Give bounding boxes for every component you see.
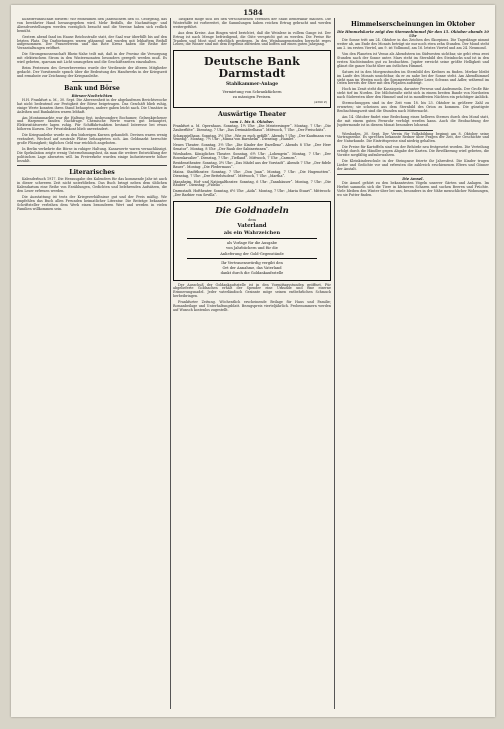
column-rule-left bbox=[170, 18, 171, 709]
gold-ad-word: Vaterland bbox=[237, 223, 267, 230]
ad-subtitle: Stahlkammer-Anlage bbox=[226, 82, 278, 88]
article-paragraph: Der Ausschuß der Goldankaufsstelle ist in den Vormittagsstunden geöffnet. Für abgelieferte Goldsachen erhält der Spender eine Urkunde und eine eiserne Erinnerungsnadel. Jeder vaterländisch Gesinnte möge seinen entbehrlichen Schmuck herbeibringen. bbox=[173, 282, 331, 299]
article-paragraph: Sternschnuppen sind in der Zeit vom 18. bis 23. Oktober in größerer Zahl zu erwarten; sie scheinen aus dem Sternbild des Orion zu kommen. Die günstigste Beobachtungszeit sind die Stunden nach Mitternacht. bbox=[337, 101, 489, 113]
gold-ad-line: dem bbox=[248, 218, 256, 223]
page-number: 1584 bbox=[243, 8, 263, 17]
gold-ad-line: als Vorlage für die Ausgabe bbox=[226, 241, 278, 246]
section-subheading-sky: Die Himmelskarte zeigt den Sternenhimmel für den 15. Oktober abends 10 Uhr bbox=[337, 30, 489, 39]
theater-listing: Darmstadt. Hoftheater. Sonntag, 6½ Uhr: „Aida“. Montag, 7 Uhr: „Maria Stuart“. Mittwoch: „Der Barbier von Sevilla“. bbox=[173, 188, 331, 197]
theater-listing: Mainz. Stadttheater. Sonntag, 7 Uhr: „Don Juan“. Montag, 7 Uhr: „Die Hugenotten“. Dienstag, 7 Uhr: „Der Bettelstudent“. Mittwoch, 7 Uhr: „Martha“. bbox=[173, 170, 331, 179]
article-paragraph: Am 14. Oktober findet eine Bedeckung eines helleren Sternes durch den Mond statt, die mit einem guten Fernrohr verfolgt werden kann. Auch die Beobachtung der Jupitermonde ist in diesem Monat besonders lohnend. bbox=[337, 114, 489, 127]
advertisement-deutsche-bank bbox=[173, 50, 331, 108]
article-paragraph: Die Kleinkinderschule in der Steingasse feierte ihr Jahresfest. Die Kinder trugen Lieder und Gedichte vor und erfreuten die zahlreich erschienenen Eltern und Gönner der Anstalt. bbox=[337, 158, 489, 171]
section-subheading-amsel: Die Amsel. bbox=[402, 176, 424, 181]
theater-listing: Residenztheater. Sonntag, 3½ Uhr: „Das Mädel aus der Vorstadt“. Abends 7 Uhr: „Der fidele Bauer“. Montag: „Die Fledermaus“. bbox=[173, 161, 331, 170]
article-paragraph: Die Kriegsanleihe wurde zu den bisherigen Kursen gehandelt. Devisen waren wenig verändert, Wechsel auf neutrale Plätze behaupteten sich. Am Geldmarkt herrschte große Flüssigkeit; tägliches Geld war reichlich angeboten. bbox=[17, 133, 167, 145]
section-heading-sky: Himmelserscheinungen im Oktober bbox=[351, 21, 475, 28]
ad-code: (4390 Z) bbox=[313, 100, 327, 105]
gold-ad-line: Anlieferung der Gold-Gegenstände bbox=[220, 251, 284, 256]
divider bbox=[72, 81, 112, 82]
article-paragraph: Die Ausstattung ist trotz der Kriegsverhältnisse gut und der Preis mäßig. Wir empfehlen das Buch allen Freunden heimatlicher Literatur. Die Beiträge bekannter Schriftsteller verleihen dem Werk einen besonderen Wert und werden in vielen Familien willkommen sein. bbox=[17, 195, 167, 211]
article-paragraph: Am Montanmarkte war die Haltung fest, insbesondere Bochumer, Gelsenkirchener und Harpener fanden Nachfrage. Chemische Werte waren gut behauptet, Elektrizitätswerte lagen ruhig. Für Schiffahrtsaktien bestand Interesse bei etwas höheren Kursen. Der Privatdiskont blieb unverändert. bbox=[17, 115, 167, 132]
article-paragraph: Die Sonne tritt am 24. Oktober in das Zeichen des Skorpions. Die Tageslänge nimmt weiter ab, am Ende des Monats beträgt sie nur noch etwa zehn Stunden. Der Mond steht am 2. im ersten Viertel, am 9. ist Vollmond, am 16. letztes Viertel und am 24. Neumond. bbox=[337, 38, 489, 51]
column-middle bbox=[173, 18, 331, 709]
article-paragraph: Die Preise für Kartoffeln sind von der Behörde neu festgesetzt worden. Die Verteilung erfolgt durch die Händler gegen Abgabe der Karten. Die Bevölkerung wird gebeten, die Vorräte sorgfältig aufzubewahren. bbox=[337, 145, 489, 158]
divider bbox=[17, 165, 167, 166]
theater-listing: Wiesbaden. Königliches Theater. Sonntag, 6½ Uhr: „Lohengrin“. Montag, 7 Uhr: „Der Rosenkavalier“. Dienstag, 7 Uhr: „Tiefland“. Mittwoch, 7 Uhr: „Carmen“. bbox=[173, 151, 331, 160]
theater-listing: Mannheim. Hof- und Nationaltheater. Sonntag, 6 Uhr: „Tannhäuser“. Montag, 7 Uhr: „Die Räuber“. Dienstag: „Fidelio“. bbox=[173, 179, 331, 188]
column-right bbox=[337, 18, 489, 709]
section-heading-literature: Literarisches bbox=[69, 169, 115, 177]
article-paragraph: Die Amsel gehört zu den bekanntesten Vögeln unserer Gärten und Anlagen. Im Herbst sammeln sich die Tiere in kleineren Scharen und suchen Beeren und Früchte. Viele bleiben den Winter über bei uns, besonders in der Nähe menschlicher Wohnungen, wo sie Futter finden. bbox=[337, 180, 489, 197]
gold-ad-line: Ort der Annahme, das Vaterland bbox=[222, 266, 282, 271]
section-heading-bank: Bank und Börse bbox=[64, 84, 120, 92]
theater-listing: Schauspielhaus. Sonntag, 3½ Uhr: „Wie es euch gefällt“. Abends 7 Uhr: „Der Kaufmann von Venedig“. Montag, 7½ Uhr: „Minna von Barnhelm“. Dienstag: „Hamlet“. bbox=[173, 133, 331, 142]
section-heading-theater: Auswärtige Theater bbox=[217, 111, 287, 119]
article-paragraph: Tätigkeit möge sich bei den verschiedenen Vereinen der Stadt bemerkbar machen. Die Winterhilfe ist vorbereitet, die Sammlungen haben reichen Ertrag gebracht und werden weitergeführt. bbox=[173, 18, 331, 29]
divider bbox=[187, 258, 317, 259]
divider bbox=[393, 130, 433, 131]
divider bbox=[187, 238, 317, 239]
gold-ad-line: als ein Wahrzeichen bbox=[223, 230, 281, 237]
article-paragraph: Kalenderbuch 1917. Die Herausgabe des Kalenders für das kommende Jahr ist auch in dieser schweren Zeit nicht unterblieben. Das Buch bringt neben dem üblichen Kalendarium eine Reihe von Erzählungen, Gedichten und belehrenden Aufsätzen, die den Leser erfreuen werden. bbox=[17, 177, 167, 194]
newspaper-page bbox=[11, 5, 495, 717]
gold-ad-title: Die Goldnadeln bbox=[215, 205, 289, 216]
column-rule-right bbox=[334, 18, 335, 709]
article-paragraph: Frankfurter Zeitung. Wöchentlich erscheinende Beilage für Haus und Familie; Romanbeilage und Unterhaltungsblatt. Bezugspreis vierteljährlich. Probenummern werden auf Wunsch kostenlos zugestellt. bbox=[173, 300, 331, 312]
ad-bank-name: Deutsche Bank Darmstadt bbox=[204, 55, 300, 81]
article-paragraph: Beim Festessen des Gewerbevereins wurde der Verdienste der älteren Mitglieder gedacht. Der Vorsitzende sprach über die Bedeutung des Handwerks in der Kriegszeit und ermahnte zur Zeichnung der Kriegsanleihe. bbox=[17, 65, 167, 78]
section-subheading-bank: Börsen-Nachrichten bbox=[71, 93, 113, 98]
ad-line: zu mässigen Preisen. bbox=[232, 94, 272, 99]
article-paragraph: In Berlin verkehrte die Börse in ruhiger Haltung. Kassawerte waren vernachlässigt. Die Spekulation zeigte wenig Unternehmungslust, da man die weitere Entwicklung der politischen Lage abwarten will. Im Freiverkehr wurden einige Industriewerte höher bezahlt. bbox=[17, 146, 167, 163]
section-subheading-theater: vom 1. bis 8. Oktober. bbox=[230, 120, 274, 125]
theater-listing: Frankfurt a. M. Opernhaus. Sonntag, 1½ Uhr: „Die Meistersinger“. Montag, 7 Uhr: „Die Zauberflöte“. Dienstag, 7 Uhr: „Das Dreimäderlhaus“. Mittwoch, 7 Uhr: „Der Freischütz“. bbox=[173, 124, 331, 133]
article-paragraph: Kunstfreundschaft fordern! Wir entnehmen den Jahrbüchern den St. Georgstag, das von bewährter Hand herausgegeben wird. Mehr Beifalls, die Nachmittags- und Abendvorstellungen werden vorzüglich besucht und die Vereine haben sich redlich bemüht. bbox=[17, 18, 167, 33]
article-paragraph: Hoch im Zenit steht die Kassiopeia, darunter Perseus und Andromeda. Der Große Bär steht tief im Norden. Die Milchstraße zieht sich in einem breiten Bande von Nordosten nach Südwesten über den Himmel und ist in mondfreien Nächten ein prächtiger Anblick. bbox=[337, 87, 489, 100]
theater-listing: Neues Theater. Sonntag, 3½ Uhr: „Die Kinder der Exzellenz“. Abends 8 Uhr: „Der Herr Senator“. Montag, 8 Uhr: „Der Raub der Sabinerinnen“. bbox=[173, 142, 331, 151]
article-paragraph: Aus dem Kreise. Aus Bingen wird berichtet, daß die Weinlese in vollem Gange ist. Der Ertrag ist nach Menge befriedigend, die Güte verspricht gut zu werden. Die Preise für Trauben und Most sind erheblich gestiegen. In den Weinbaugemeinden herrscht reges Leben; die Winzer sind mit dem Ergebnis zufrieden und hoffen auf einen guten Jahrgang. bbox=[173, 30, 331, 47]
gold-ad-line: dankt durch die Goldankaufsstelle bbox=[220, 271, 284, 276]
ad-line: Vermietung von Schrankfächern bbox=[222, 89, 282, 94]
article-paragraph: Saturn ist in den Morgenstunden im Sternbild des Krebses zu finden. Merkur bleibt im Laufe des Monats unsichtbar, da er zu nahe bei der Sonne steht. Am Abendhimmel sieht man im Westen noch die Sommersternbilder Leier, Schwan und Adler, während im Osten bereits der Stier mit den Plejaden aufsteigt. bbox=[337, 69, 489, 86]
gold-ad-line: von Jahrbüchern und für die bbox=[226, 246, 278, 251]
divider bbox=[337, 174, 489, 175]
gold-ad-line: Ihr Vertrauenswürdig vergibt den bbox=[221, 260, 283, 265]
article-paragraph: Die Stromgenossenschaft Rhein-Nahe teilt mit, daß in der Provinz die Versorgung mit elektrischem Strom in den Wintermonaten besonders geregelt werden muß. Es wird gebeten, sparsam mit Licht umzugehen und die Geschäftszeiten einzuhalten. bbox=[17, 52, 167, 65]
column-left bbox=[17, 18, 167, 709]
article-paragraph: Wiesbaden, 30. Sept. Der Verein für Volksbildung beginnt am 8. Oktober seine Vortragsreihe. Es sprechen bekannte Redner über Fragen der Zeit, der Geschichte und der Naturkunde. Die Eintrittspreise sind niedrig gehalten. bbox=[337, 131, 489, 144]
article-paragraph: Von den Planeten ist Venus als Abendstern im Südwesten sichtbar, sie geht etwa zwei Stunden nach der Sonne unter. Mars steht im Sternbild des Steinbocks und ist in den ersten Nachtstunden gut zu beobachten. Jupiter erreicht seine größte Helligkeit und glänzt die ganze Nacht über am östlichen Himmel. bbox=[337, 52, 489, 68]
advertisement-gold-collection bbox=[173, 201, 331, 281]
article-paragraph: H.H. Frankfurt a. M., 30. Sept. Die Abwesenheit in der abgelaufenen Berichtswoche hat nicht bedeutend zur Festigkeit der Börse beigetragen. Das Geschäft blieb ruhig, einige Werte konnten ihren Stand behaupten, andere gaben leicht nach. Die Umsätze in Anleihen und Bankaktien waren lebhaft. bbox=[17, 97, 167, 114]
article-paragraph: Gestern abend fand im Hause Reichsstraße statt, der Saal war überfüllt bis auf den letzten Platz. Die Darbietungen waren glänzend und wurden mit lebhaftem Beifall aufgenommen. Der Frauenverein und das Rote Kreuz haben die Reihe der Veranstaltungen eröffnet. bbox=[17, 34, 167, 51]
